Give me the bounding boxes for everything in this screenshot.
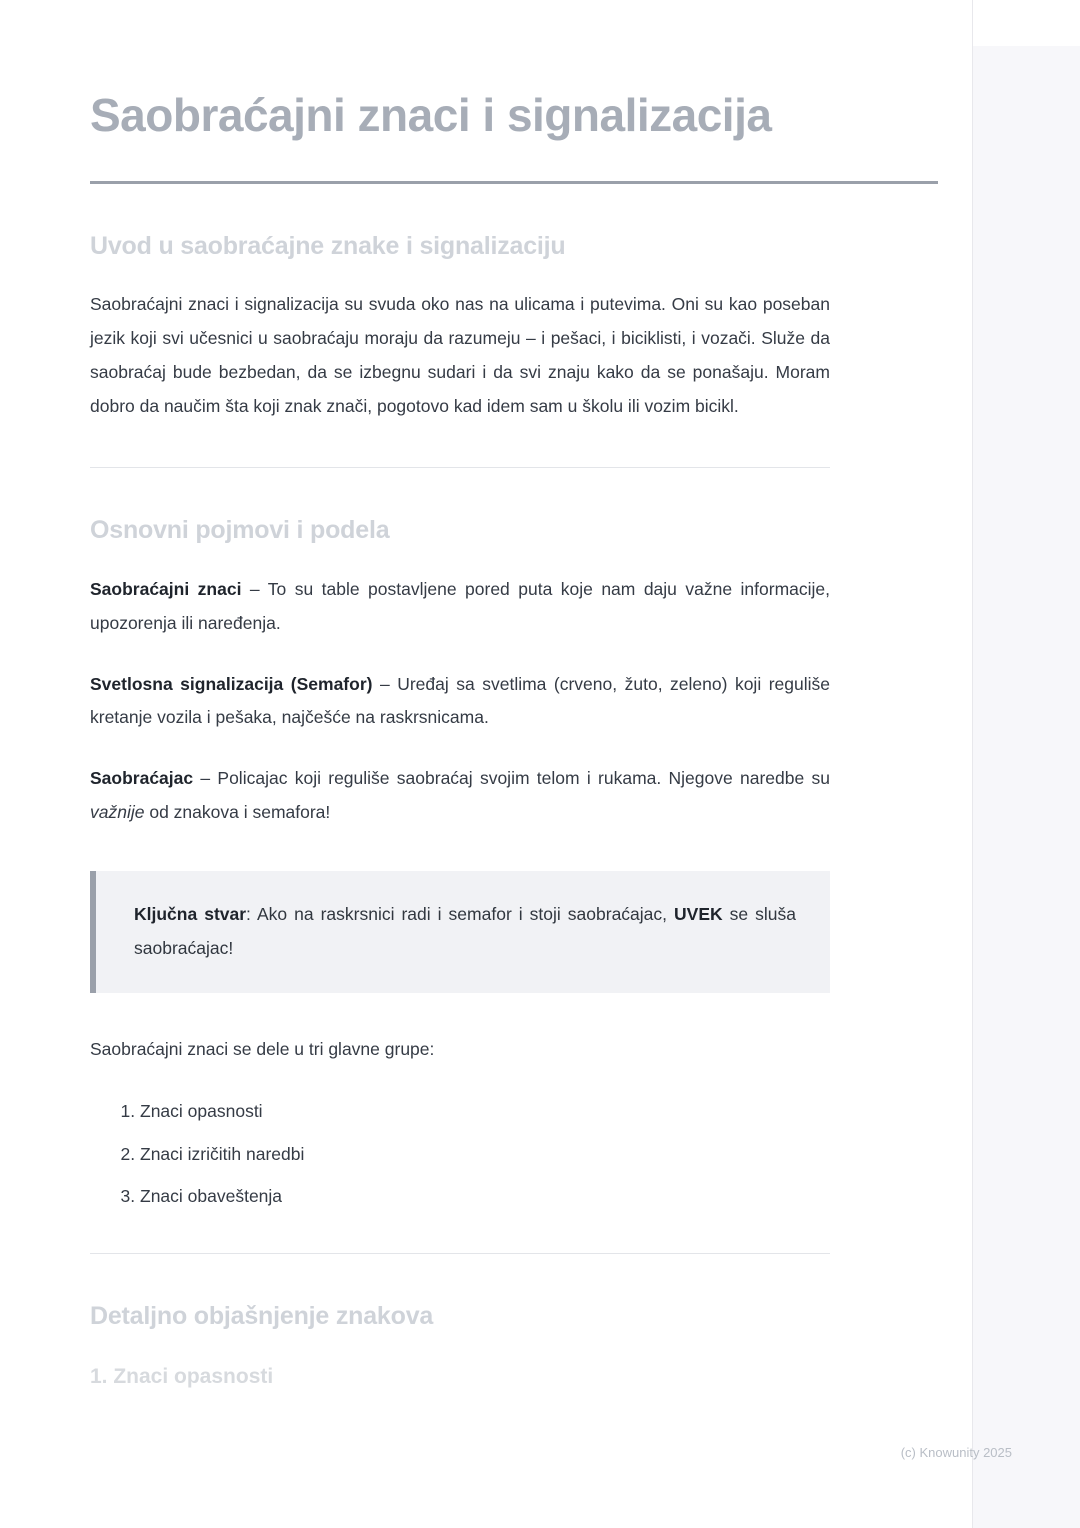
term-text-traffic-light: Uređaj sa svetlima (crveno, žuto, zeleno) koji reguliše kretanje vozila i pešaka, najčešće na raskrsnicama. bbox=[90, 673, 830, 728]
list-item: 2. Znaci izričitih naredbi bbox=[140, 1125, 938, 1167]
page-right-margin-strip bbox=[972, 0, 1080, 1528]
term-text-signs: To su table postavljene pored puta koje nam daju važne informacije, upozorenja ili naređenja. bbox=[90, 579, 830, 633]
page-title: Saobraćajni znaci i signalizacija bbox=[90, 89, 772, 141]
groups-list bbox=[90, 1066, 938, 1209]
term-dash-signs: – bbox=[241, 579, 268, 600]
term-definition-signs bbox=[90, 545, 830, 640]
key-point-body: : Ako na raskrsnici radi i semafor i stoji saobraćajac, bbox=[246, 903, 675, 924]
copyright-footer: (c) Knowunity 2025 bbox=[900, 1445, 1012, 1460]
key-point-callout bbox=[90, 871, 830, 993]
term-definition-traffic-light bbox=[90, 640, 830, 735]
groups-lead-in: Saobraćajni znaci se dele u tri glavne grupe: bbox=[90, 1039, 435, 1060]
page-right-margin-fill bbox=[973, 46, 1080, 1528]
key-point-emphasis: UVEK bbox=[674, 903, 723, 924]
term-text-officer-post: od znakova i semafora! bbox=[144, 801, 331, 822]
list-item: 3. Znaci obaveštenja bbox=[140, 1167, 938, 1209]
term-text-officer-emphasis: važnije bbox=[90, 801, 145, 822]
list-item: 1. Znaci opasnosti bbox=[140, 1082, 938, 1124]
section-heading-basics: Osnovni pojmovi i podela bbox=[90, 516, 390, 545]
key-point-label: Ključna stvar bbox=[134, 903, 247, 924]
term-label-officer: Saobraćajac bbox=[90, 768, 194, 789]
term-dash-traffic-light: – bbox=[372, 673, 398, 694]
subsection-heading-danger-signs: 1. Znaci opasnosti bbox=[90, 1365, 274, 1389]
term-label-signs: Saobraćajni znaci bbox=[90, 579, 242, 600]
term-definition-officer bbox=[90, 734, 830, 829]
key-point-text bbox=[134, 897, 796, 965]
intro-paragraph: Saobraćajni znaci i signalizacija su svuda oko nas na ulicama i putevima. Oni su kao poseban jezik koji svi učesnici u saobraćaju moraju da razumeju – i pešaci, i biciklisti, i vozači. Služe da saobraćaj bude bezbedan, da se izbegnu sudari i da svi znaju kako da se ponašaju. Moram dobro da naučim šta koji znak znači, pogotovo kad idem sam u školu ili vozim bicikl. bbox=[90, 293, 830, 417]
section-heading-details: Detaljno objašnjenje znakova bbox=[90, 1302, 434, 1331]
term-dash-officer: – bbox=[193, 768, 218, 789]
section-heading-intro: Uvod u saobraćajne znake i signalizaciju bbox=[90, 231, 566, 260]
document-content bbox=[90, 0, 938, 1389]
term-text-officer-pre: Policajac koji reguliše saobraćaj svojim telom i rukama. Njegove naredbe su bbox=[217, 768, 830, 789]
term-label-traffic-light: Svetlosna signalizacija (Semafor) bbox=[90, 673, 373, 694]
key-point-body-end: se sluša saobraćajac! bbox=[134, 903, 796, 958]
